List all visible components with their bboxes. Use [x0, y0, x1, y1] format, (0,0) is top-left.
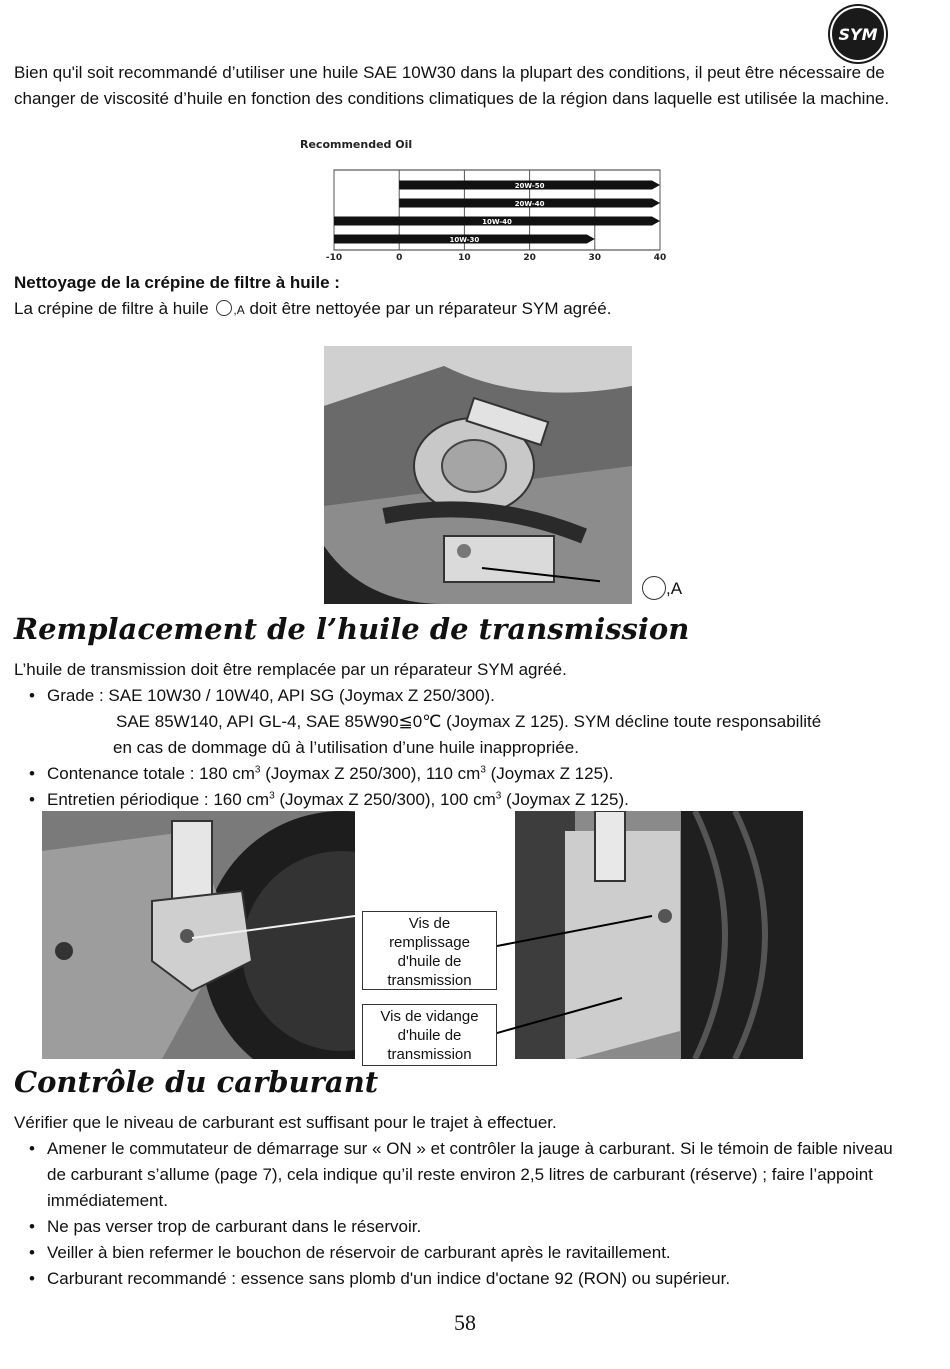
fill-screw-label: Vis de remplissage d'huile de transmission [362, 911, 497, 990]
tick-label: 0 [396, 253, 403, 263]
tick-label: 30 [588, 253, 602, 263]
label-connector-lines [497, 900, 677, 1040]
tick-label: 10 [458, 253, 471, 263]
strainer-text-after: doit être nettoyée par un réparateur SYM agréé. [244, 299, 612, 318]
series-label: 20W-50 [514, 182, 545, 190]
page-number: 58 [454, 1310, 476, 1335]
strainer-marker: ,A [233, 303, 245, 317]
tick-label: -10 [325, 253, 343, 263]
intro-paragraph: Bien qu'il soit recommandé d’utiliser une huile SAE 10W30 dans la plupart des conditions, il peut être nécessaire de changer de viscosité d’huile en fonction des conditions climatiques de la région dans laquelle est utilisée la machine. [14, 63, 890, 108]
transmission-heading: Remplacement de l’huile de transmission [14, 612, 690, 646]
tick-label: 20 [523, 253, 536, 263]
circle-marker-icon [642, 576, 666, 600]
callout-line-a [480, 550, 600, 610]
sym-logo [832, 8, 884, 60]
transmission-photo-left [42, 811, 355, 1059]
strainer-text-before: La crépine de filtre à huile [14, 299, 214, 318]
fuel-heading: Contrôle du carburant [14, 1065, 379, 1099]
list-item: • Veiller à bien refermer le bouchon de réservoir de carburant après le ravitaillement. [14, 1240, 914, 1266]
callout-a [642, 576, 682, 600]
grade-line-2 [14, 709, 914, 735]
series-label: 20W-40 [514, 200, 545, 208]
fuel-section [14, 1110, 914, 1292]
grade-line-2c: (Joymax Z 125). SYM décline toute responsabilité [441, 712, 822, 731]
list-item: • Contenance totale : 180 $cm^3$ (Joymax Z 250/300), 110 $cm^3$ (Joymax Z 125). [14, 761, 914, 787]
callout-a-label: ,A [666, 579, 683, 598]
series-label: 10W-30 [449, 236, 480, 244]
logo-text: SYM [838, 24, 878, 44]
strainer-text [14, 296, 611, 323]
strainer-title: Nettoyage de la crépine de filtre à huile : [14, 273, 340, 292]
list-item: • Entretien périodique : 160 $cm^3$ (Joymax Z 250/300), 100 $cm^3$ (Joymax Z 125). [14, 787, 914, 813]
transmission-intro: L’huile de transmission doit être remplacée par un réparateur SYM agréé. [14, 660, 567, 679]
drain-screw-label: Vis de vidange d'huile de transmission [362, 1004, 497, 1066]
series-label: 10W-40 [482, 218, 512, 226]
grade-line-3: en cas de dommage dû à l’utilisation d’une huile inappropriée. [113, 738, 579, 757]
recommended-oil-chart [296, 138, 676, 268]
tick-label: 40 [653, 253, 667, 263]
chart-svg [296, 138, 676, 268]
grade-line-2a: SAE 85W140, API GL-4, SAE 85W90 [116, 712, 399, 731]
list-item: • Carburant recommandé : essence sans plomb d'un indice d'octane 92 (RON) ou supérieur. [14, 1266, 914, 1292]
chart-title: Recommended Oil [300, 138, 413, 151]
list-item: • Amener le commutateur de démarrage sur « ON » et contrôler la jauge à carburant. Si le témoin de faible niveau de carburant s’allume (page 7), cela indique qu’il reste environ 2,5 litres de carburant (réserve) ; faire l’appoint immédiatement. [14, 1136, 914, 1214]
transmission-section [14, 657, 914, 813]
list-item: • Ne pas verser trop de carburant dans le réservoir. [14, 1214, 914, 1240]
list-item: • Grade : SAE 10W30 / 10W40, API SG (Joymax Z 250/300). [14, 683, 914, 709]
transmission-illustration-left [42, 811, 355, 1059]
grade-line-2b: ≦0℃ [398, 712, 442, 731]
fuel-intro: Vérifier que le niveau de carburant est suffisant pour le trajet à effectuer. [14, 1113, 557, 1132]
circle-marker-icon [216, 300, 232, 316]
